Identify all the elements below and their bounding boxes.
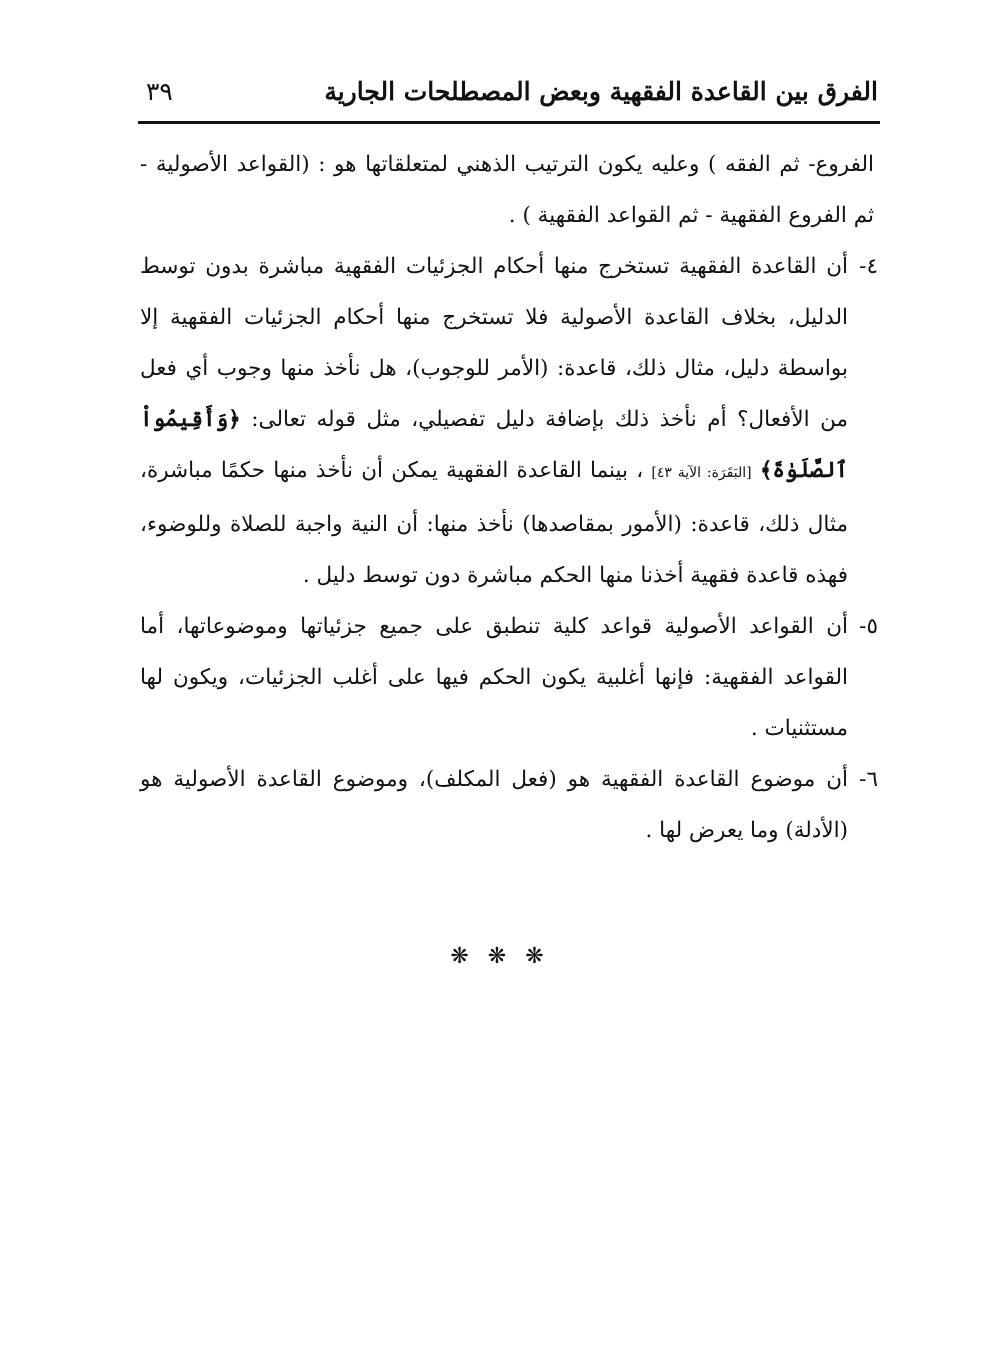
continuation-text: الفروع- ثم الفقه ) وعليه يكون الترتيب الذهني لمتعلقاتها هو : (القواعد الأصولية - ثم الفروع الفقهية - ثم القواعد الفقهية ) . [140,152,874,228]
list-item-text [140,241,848,601]
continuation-paragraph [140,139,878,241]
running-title: الفرق بين القاعدة الفقهية وبعض المصطلحات الجارية [324,77,878,106]
list-item-text: أن موضوع القاعدة الفقهية هو (فعل المكلف)، وموضوع القاعدة الأصولية هو (الأدلة) وما يعرض لها . [140,767,848,843]
list-item-text: أن القواعد الأصولية قواعد كلية تنطبق على جميع جزئياتها وموضوعاتها، أما القواعد الفقهية: فإنها أغلبية يكون الحكم فيها على أغلب الجزئيات، ويكون لها مستثنيات . [140,614,848,741]
quran-verse: ﴿وَأَقِيمُواْ ٱلصَّلَوٰةَ﴾ [140,407,848,483]
list-item-number: ٥- [859,614,878,639]
list-item-4 [140,241,878,601]
page-header [138,68,878,118]
list-item-6 [140,754,878,856]
verse-reference: [البَقَرَة: الآية ٤٣] [651,465,752,481]
list-item-5 [140,601,878,754]
item4-text-after: ، بينما القاعدة الفقهية يمكن أن نأخذ منها حكمًا مباشرة، مثال ذلك، قاعدة: (الأمور بمقاصدها) نأخذ منها: أن النية واجبة للصلاة وللوضوء، فهذه قاعدة فقهية أخذنا منها الحكم مباشرة دون توسط دليل . [140,458,848,588]
page-number: ٣٩ [146,77,173,106]
list-item-number: ٦- [859,767,878,792]
body-text [140,139,878,856]
item4-text-before: أن القاعدة الفقهية تستخرج منها أحكام الجزئيات الفقهية مباشرة بدون توسط الدليل، بخلاف القاعدة الأصولية فلا تستخرج منها أحكام الجزئيات الفقهية إلا بواسطة دليل، مثال ذلك، قاعدة: (الأمر للوجوب)، هل نأخذ منها وجوب أي فعل من الأفعال؟ أم نأخذ ذلك بإضافة دليل تفصيلي، مثل قوله تعالى: [140,254,848,432]
header-rule [138,121,880,124]
list-item-number: ٤- [859,254,878,279]
section-divider-stars: ❋ ❋ ❋ [450,944,550,969]
